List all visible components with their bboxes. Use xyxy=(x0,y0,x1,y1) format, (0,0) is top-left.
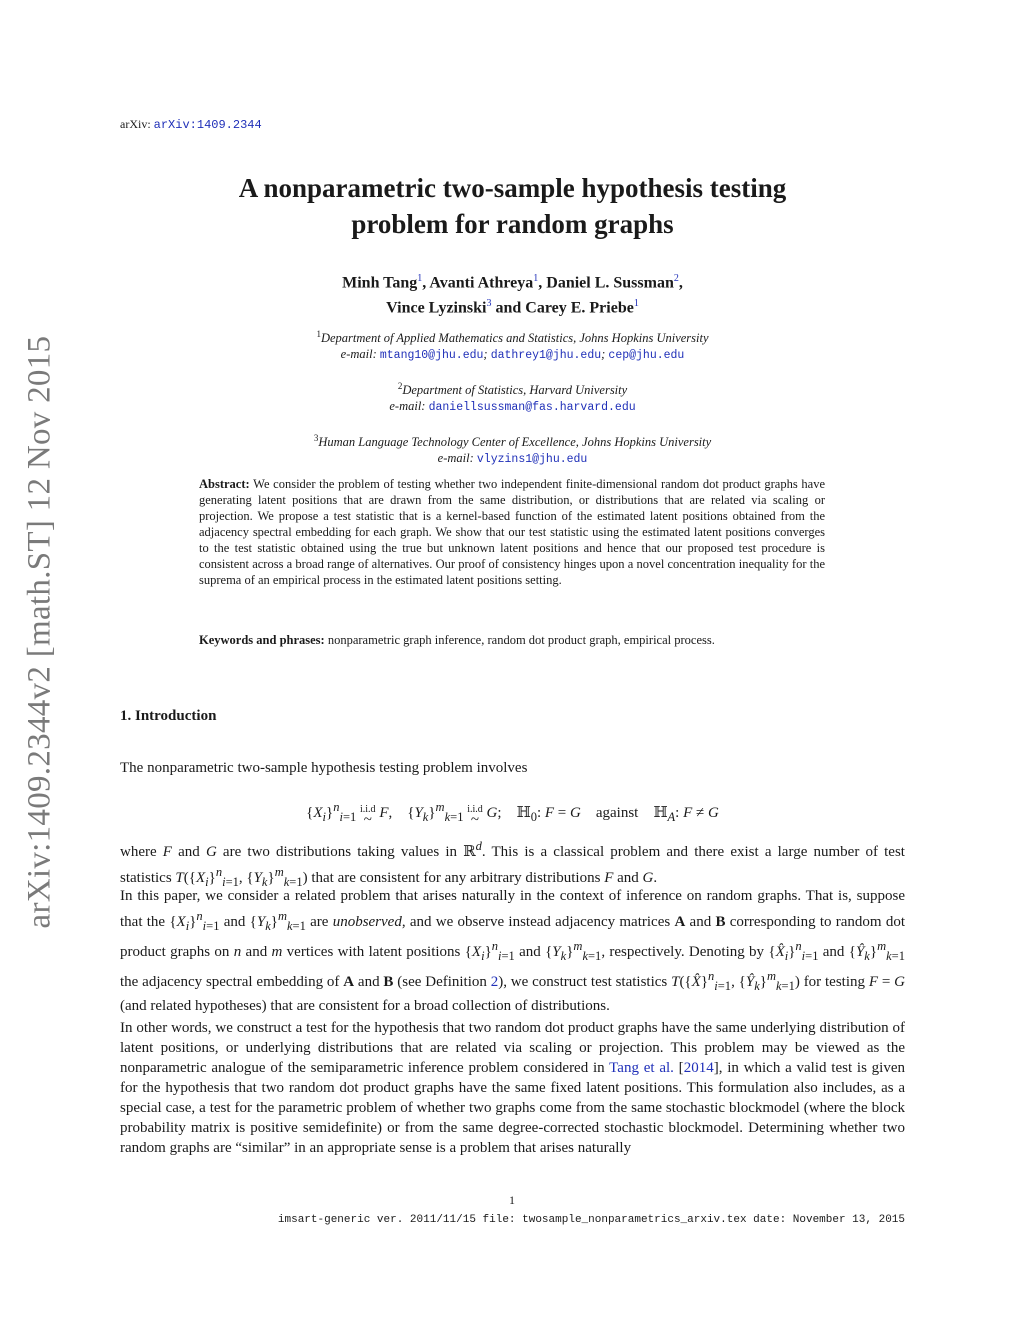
author-affil-ref[interactable]: 1 xyxy=(633,298,639,310)
citation-link[interactable]: Tang et al. xyxy=(609,1060,674,1076)
keywords-label: Keywords and phrases: xyxy=(199,633,325,647)
text-span: for testing xyxy=(799,974,869,990)
email-link[interactable]: daniellsussman@fas.harvard.edu xyxy=(428,401,636,415)
separator: , xyxy=(422,274,427,292)
text-span: , respectively. Denoting by xyxy=(601,944,769,960)
text-span: are xyxy=(305,914,333,930)
text-span: and xyxy=(241,944,272,960)
author-name: Vince Lyzinski xyxy=(386,299,487,317)
email-label: e-mail: xyxy=(389,399,426,414)
and-word: and xyxy=(495,299,522,317)
abstract-label: Abstract: xyxy=(199,477,250,491)
author-name: Daniel L. Sussman xyxy=(546,274,674,292)
arxiv-sidebar-stamp: arXiv:1409.2344v2 [math.ST] 12 Nov 2015 xyxy=(21,335,58,929)
affiliation-1: $^1$Department of Applied Mathematics and Statistics, Johns Hopkins University e-mail: mtang10@jhu.edu; dathrey1@jhu.edu; cep@jhu.edu xyxy=(316,329,709,363)
email-link[interactable]: cep@jhu.edu xyxy=(608,349,685,363)
text-span: that are consistent for any arbitrary distributions xyxy=(307,870,605,886)
separator: , xyxy=(678,274,683,292)
text-span: and xyxy=(354,974,384,990)
email-link[interactable]: mtang10@jhu.edu xyxy=(379,349,484,363)
author-affil-ref[interactable]: 1 xyxy=(533,273,539,284)
arxiv-header xyxy=(120,117,262,132)
author-list xyxy=(120,268,905,319)
abstract xyxy=(199,476,825,588)
text-span: and xyxy=(171,844,206,860)
matrix-symbol: B xyxy=(383,974,394,990)
paragraph-3: In other words, we construct a test for the hypothesis that two random dot product graphs have the same underlying distribution of latent positions, or underlying distributions that are related via scaling or projection. This problem may be viewed as the nonparametric analogue of the semiparametric inference problem considered in Tang et al. [2014], in which a valid test is given for the hypothesis that two random dot product graphs have the same fixed latent positions. This formulation also includes, as a special case, a test for the parametric problem of whether two graphs come from the same stochastic blockmodel (where the block probability matrix is positive semidefinite) or from the same degree-corrected stochastic blockmodel. Determining whether two random graphs are “similar” in an appropriate sense is a problem that arises naturally xyxy=(120,1020,906,1156)
text-span: In this paper, we consider a related problem that arises naturally in the context of inference on random graphs. That is, suppose that the xyxy=(120,888,905,930)
author-affil-ref[interactable]: 2 xyxy=(673,273,679,284)
author-name: Carey E. Priebe xyxy=(525,299,634,317)
text-span: (see Definition xyxy=(393,974,491,990)
matrix-symbol: A xyxy=(343,974,355,990)
text-span: are two distributions taking values in xyxy=(216,844,464,860)
page-footer: imsart-generic ver. 2011/11/15 file: twosample_nonparametrics_arxiv.tex date: November 13, 2015 xyxy=(277,1214,905,1226)
text-span: and xyxy=(219,914,250,930)
text-span: and xyxy=(613,870,643,886)
section-heading: 1. Introduction xyxy=(120,708,217,724)
affiliation-3 xyxy=(120,430,905,468)
text-span: . xyxy=(653,870,658,886)
title-line-2: problem for random graphs xyxy=(351,209,674,239)
email-link[interactable]: dathrey1@jhu.edu xyxy=(490,349,602,363)
title-line-1: A nonparametric two-sample hypothesis testing xyxy=(238,173,787,203)
paragraph-2: In this paper, we consider a related problem that arises naturally in the context of inference on random graphs. That is, suppose that the $\{X_i\}^n_{i=1}$ and $\{Y_k\}^m_{k=1}$ are unobserved, and we observe instead adjacency matrices A and B corresponding to random dot product graphs on n and m vertices with latent positions $\{X_i\}^n_{i=1}$ and $\{Y_k\}^m_{k=1}$, respectively. Denoting by $\{X̂_i\}^n_{i=1}$ and $\{Ŷ_k\}^m_{k=1}$ the adjacency spectral embedding of A and B (see Definition 2), we construct test statistics T({X̂}$^n_{i=1}$, $\{Ŷ_k\}^m_{k=1}$) for testing F = G (and related hypotheses) that are consistent for a broad collection of distributions. xyxy=(120,888,905,1014)
text-span: , and we observe instead adjacency matrices xyxy=(401,914,675,930)
citation-year-link[interactable]: 2014 xyxy=(683,1060,714,1076)
author-affil-ref[interactable]: 1 xyxy=(417,273,423,284)
definition-link[interactable]: 2 xyxy=(490,974,499,990)
keywords xyxy=(199,632,825,648)
text-span: where xyxy=(120,844,163,860)
text-span: the adjacency spectral embedding of xyxy=(120,974,344,990)
text-span: . This is a classical problem and there exist a large number of test statistics xyxy=(120,844,905,886)
text-span: and xyxy=(514,944,546,960)
paper-title xyxy=(120,170,905,242)
affil-number: 2 xyxy=(397,381,403,391)
page-number: 1 xyxy=(509,1193,515,1207)
text-span: , in which a valid test is given for the hypothesis that two random dot product graphs have the same fixed latent positions. This formulation also includes, as a special case, a test for the parametric problem of whether two graphs come from the same stochastic blockmodel (where the block probability matrix is positive semidefinite) or from the same degree-corrected stochastic blockmodel. Determining whether two random graphs are “similar” in an appropriate sense is a problem that arises naturally xyxy=(120,1060,906,1156)
arxiv-id-link[interactable]: arXiv:1409.2344 xyxy=(153,118,262,132)
author-name: Avanti Athreya xyxy=(429,274,534,292)
author-affil-ref[interactable]: 3 xyxy=(486,298,492,310)
affil-number: 1 xyxy=(316,329,321,339)
affil-number: 3 xyxy=(313,433,319,443)
text-span: In other words, we construct a test for the hypothesis that two random dot product graphs have the same underlying distribution of latent positions, or underlying distributions that are related via scaling or projection. This problem may be viewed as the nonparametric analogue of the semiparametric inference problem considered in xyxy=(120,1020,905,1076)
affil-name: Department of Statistics, Harvard University xyxy=(402,383,628,398)
affil-name: Human Language Technology Center of Excellence, Johns Hopkins University xyxy=(318,435,712,450)
matrix-symbol: B xyxy=(715,914,726,930)
arxiv-label: arXiv: xyxy=(120,117,151,131)
text-span: vertices with latent positions xyxy=(282,944,465,960)
keywords-text: nonparametric graph inference, random dot product graph, empirical process. xyxy=(327,633,715,647)
math-symbol: n xyxy=(233,944,242,960)
affiliation-2 xyxy=(120,378,905,416)
email-label: e-mail: xyxy=(437,451,474,466)
intro-line: The nonparametric two-sample hypothesis testing problem involves xyxy=(120,760,528,776)
text-span: and xyxy=(818,944,849,960)
emphasis: unobserved xyxy=(332,914,402,930)
email-label: e-mail: xyxy=(340,347,377,362)
matrix-symbol: A xyxy=(674,914,686,930)
text-span: and xyxy=(685,914,716,930)
text-span: corresponding to random dot product graphs on xyxy=(120,914,905,960)
text-span: ), we construct test statistics xyxy=(498,974,672,990)
abstract-text: We consider the problem of testing whether two independent finite-dimensional random dot product graphs have generating latent positions that are drawn from the same distribution, or distributions that are related via scaling or projection. We propose a test statistic that is a kernel-based function of the estimated latent positions obtained from the adjacency spectral embedding for each graph. We show that our test statistic using the estimated latent positions converges to the test statistic obtained using the true but unknown latent positions and hence that our proposed test procedure is consistent across a broad range of alternatives. Our proof of consistency hinges upon a novel concentration inequality for the suprema of an empirical process in the estimated latent positions setting. xyxy=(199,477,825,587)
affil-name: Department of Applied Mathematics and Statistics, Johns Hopkins University xyxy=(320,331,709,346)
text-span: (and related hypotheses) that are consistent for a broad collection of distributions. xyxy=(120,998,610,1014)
email-link[interactable]: vlyzins1@jhu.edu xyxy=(476,453,588,467)
separator: , xyxy=(538,274,543,292)
author-name: Minh Tang xyxy=(342,274,418,292)
paragraph-1: where F and G are two distributions taking values in ℝ$^d$. This is a classical problem and there exist a large number of test statistics $T(\{X_i\}^n_{i=1}$, $\{Y_k\}^m_{k=1}$) that are consistent for any arbitrary distributions F and G. xyxy=(120,839,905,889)
math-symbol: m xyxy=(271,944,283,960)
hypothesis-equation: $\{X_i\}^n_{i=1}$ i.i.d ~ F, $\{Y_k\}^m_{k=1}$ i.i.d ~ G; ℍ$_0$: F = G against ℍ$_A$: F ≠ G xyxy=(306,800,719,828)
